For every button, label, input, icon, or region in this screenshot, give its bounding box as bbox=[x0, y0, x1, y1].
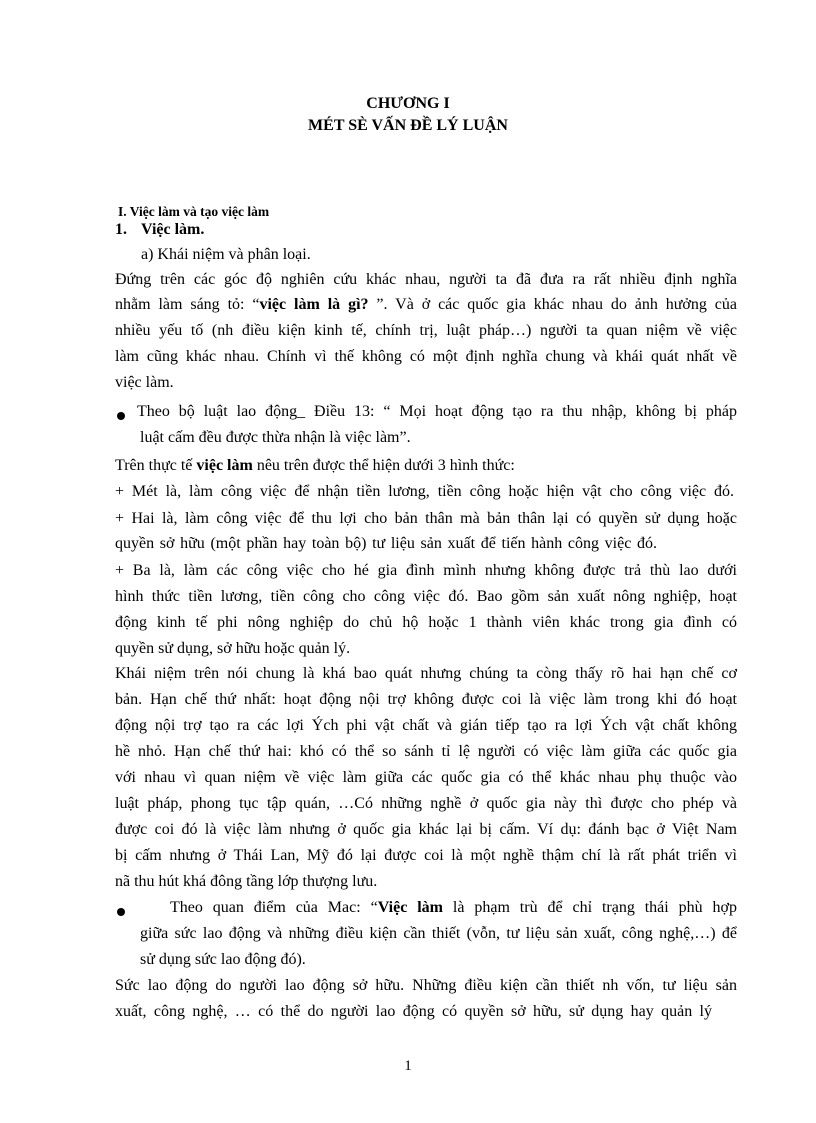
para2-line8: quyền sử dụng, sở hữu hoặc quản lý. bbox=[115, 640, 351, 657]
page-number: 1 bbox=[404, 1058, 412, 1074]
para3-line5: với nhau vì quan niệm về việc làm giữa các quốc gia có thể khác nhau phụ thuộc vào bbox=[115, 769, 737, 786]
para1-line2: nhằm làm sáng tỏ: “việc làm là gì? ”. Và ở các quốc gia khác nhau do ảnh hưởng của bbox=[115, 296, 738, 313]
chapter-title: CHƯƠNG I bbox=[366, 95, 450, 112]
para2-line6: hình thức tiền lương, tiền công cho công việc đó. Bao gồm sản xuất nông nghiệp, hoạt bbox=[115, 588, 737, 605]
chapter-subtitle: MÉT SÈ VẤN ĐỀ LÝ LUẬN bbox=[308, 117, 508, 134]
para2-line7: động kinh tế phi nông nghiệp do chủ hộ hoặc 1 thành viên khác trong gia đình có bbox=[115, 614, 737, 631]
bullet2-line2: giữa sức lao động và những điều kiện cần thiết (vỗn, tư liệu sản xuất, công nghệ,…) để bbox=[140, 925, 737, 942]
para3-line4: hề nhỏ. Hạn chế thứ hai: khó có thể so sánh tỉ lệ người có việc làm giữa các quốc gia bbox=[115, 743, 737, 760]
bullet-icon bbox=[117, 908, 125, 916]
para4-line1: Sức lao động do người lao động sở hữu. Những điều kiện cần thiết nh vốn, tư liệu sản bbox=[115, 977, 737, 994]
para4-line2: xuất, công nghệ, … có thể do người lao động có quyền sở hữu, sử dụng hay quản lý bbox=[115, 1003, 712, 1020]
para3-line7: được coi đó là việc làm nhưng ở quốc gia khác lại bị cấm. Ví dụ: đánh bạc ở Việt Nam bbox=[115, 821, 737, 838]
para2-line1: Trên thực tế việc làm nêu trên được thể hiện dưới 3 hình thức: bbox=[115, 457, 515, 474]
bullet2-line1: Theo quan điểm của Mac: “Việc làm là phạm trù để chỉ trạng thái phù hợp bbox=[170, 899, 737, 916]
section-heading: I. Việc làm và tạo việc làm bbox=[118, 204, 270, 219]
para2-line3: + Hai là, làm công việc để thu lợi cho bản thân mà bản thân lại có quyền sử dụng hoặc bbox=[115, 510, 737, 527]
bullet-icon bbox=[117, 412, 125, 420]
para2-line5: + Ba là, làm các công việc cho hé gia đình mình nhưng không được trả thù lao dưới bbox=[115, 562, 737, 579]
para2-line2: + Mét là, làm công việc để nhận tiền lương, tiền công hoặc hiện vật cho công việc đó. bbox=[115, 483, 734, 500]
para3-line6: luật pháp, phong tục tập quán, …Có những nghề ở quốc gia này thì được cho phép và bbox=[115, 795, 737, 812]
para1-line3: nhiều yếu tố (nh điều kiện kinh tế, chính trị, luật pháp…) người ta quan niệm về việc bbox=[115, 322, 737, 339]
bullet1-line1: Theo bộ luật lao động_ Điều 13: “ Mọi hoạt động tạo ra thu nhập, không bị pháp bbox=[137, 403, 737, 420]
subsection-title: Việc làm. bbox=[141, 221, 205, 238]
para3-line1: Khái niệm trên nói chung là khá bao quát nhưng chúng ta còng thấy rõ hai hạn chế cơ bbox=[115, 665, 737, 682]
para3-line2: bản. Hạn chế thứ nhất: hoạt động nội trợ không được coi là việc làm trong khi đó hoạt bbox=[115, 691, 737, 708]
para3-line3: động nội trợ tạo ra các lợi Ých phi vật chất và gián tiếp tạo ra lợi Ých vật chất không bbox=[115, 717, 737, 734]
para1-line5: việc làm. bbox=[115, 374, 174, 391]
para1-line1: Đứng trên các góc độ nghiên cứu khác nhau, người ta đã đưa ra rất nhiều định nghĩa bbox=[115, 271, 737, 288]
subsection-number: 1. bbox=[115, 221, 127, 238]
para2-line4: quyền sở hữu (một phần hay toàn bộ) tư liệu sản xuất để tiến hành công việc đó. bbox=[115, 535, 657, 552]
subsubsection-a: a) Khái niệm và phân loại. bbox=[141, 246, 311, 263]
para3-line9: nã thu hút khá đông tầng lớp thượng lưu. bbox=[115, 873, 378, 890]
para1-line4: làm cũng khác nhau. Chính vì thế không có một định nghĩa chung và khái quát nhất về bbox=[115, 348, 737, 365]
bullet1-line2: luật cấm đều được thừa nhận là việc làm”. bbox=[140, 429, 411, 446]
para3-line8: bị cấm nhưng ở Thái Lan, Mỹ đó lại được coi là một nghề thậm chí là rất phát triển vì bbox=[115, 847, 737, 864]
bullet2-line3: sử dụng sức lao động đó). bbox=[140, 951, 306, 968]
